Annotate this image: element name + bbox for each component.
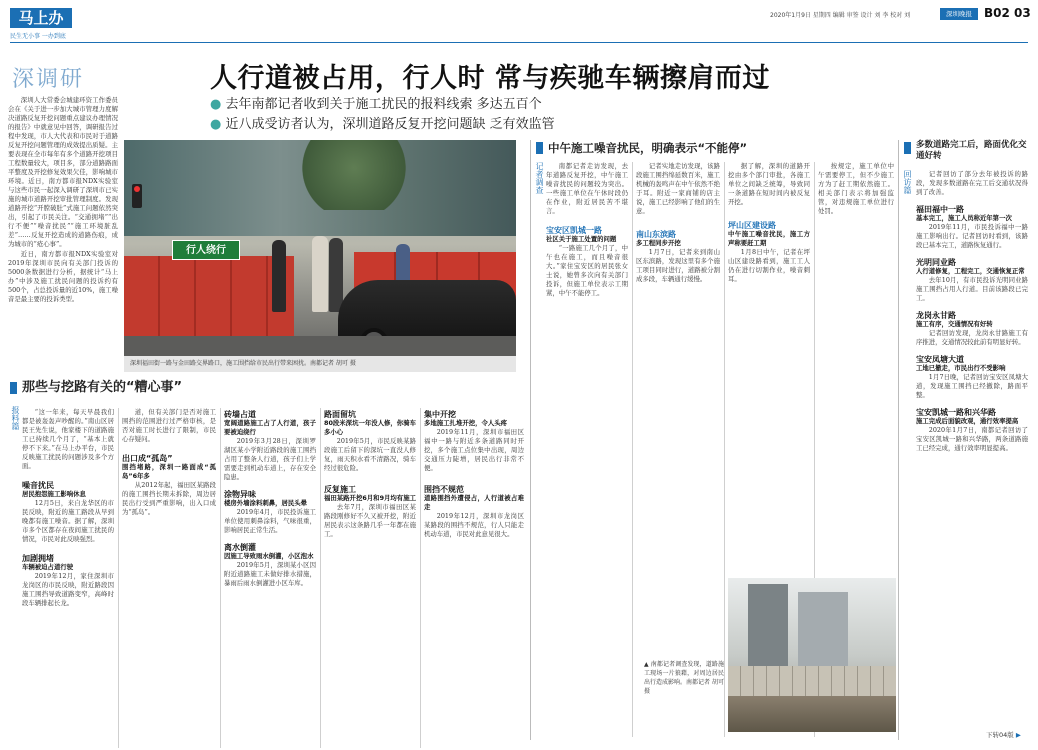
section3-side-tag: 记者调查 xyxy=(535,162,544,194)
section4-sub4-body: 1月7日晚，记者回访宝安区凤塘大道，发现施工围挡已经撤除，路面平整。 xyxy=(916,373,1028,399)
section2-sub2-body: 2019年12月，家住深圳市龙岗区的市民反映，附近路段因施工围挡导致道路变窄，高峰时段车辆排起长龙。 xyxy=(22,572,114,607)
section2-col4 xyxy=(324,410,416,748)
triangle-right-icon: ▶ xyxy=(1015,731,1021,739)
headline-deck-2 xyxy=(210,113,555,132)
section2-sub2-deck: 车辆被迫占道行驶 xyxy=(22,563,74,571)
section4-side-tag: 回访篇 xyxy=(903,170,912,194)
section3-col2-sub-title: 南山东滨路 xyxy=(636,230,676,239)
section2-col3-sub-deck: 楼房外墙涂料刺鼻，居民头晕 xyxy=(224,499,308,507)
section2-col4-body: 2019年5月，市民反映某路段施工后留下的深坑一直没人修复，雨天积水看不清路况，骑车经过很危险。 xyxy=(324,437,416,472)
section2-col3-deck: 宽阔道路施工占了人行道，孩子要被迫绕行 xyxy=(224,419,316,436)
section4-sub3-title: 龙岗永甘路 xyxy=(916,311,956,320)
section3-col3-sub-deck: 中午施工噪音扰民，施工方声称要赶工期 xyxy=(728,230,810,247)
section2-col3-body: 2019年3月28日，深圳罗湖区某小学附近路段的施工围挡占用了整条人行道，孩子们上学需要走到机动车道上，存在安全隐患。 xyxy=(224,437,316,481)
section3-title: 中午施工噪音扰民，明确表示“不能停” xyxy=(548,141,748,155)
photo-road xyxy=(124,336,516,356)
section2-intro: “这一年来，每天早晨我们都是被轰轰声吵醒的。”南山区居民王先生说，他家楼下的道路施工已持续几个月了，“基本上就停不下来。”在马上办平台，市民反映施工扰民的问题涉及多个方面。 xyxy=(22,408,114,470)
section2-col5-sub-body: 2019年12月，深圳市龙岗区某路段的围挡不规范，行人只能走机动车道，市民对此意见很大。 xyxy=(424,512,524,538)
photo-pedestrian xyxy=(329,238,343,312)
photo-barrier-left xyxy=(124,256,294,336)
section3-col3-sub-body: 1月8日中午，记者在坪山区建设路看到，施工工人仍在进行切割作业，噪音刺耳。 xyxy=(728,248,810,283)
section3-photo-caption-text: 南都记者调查发现，道路施工现场一片狼藉，对周边居民出行造成影响。南都记者 胡可 摄 xyxy=(644,661,724,695)
section2-marker xyxy=(10,382,17,394)
section3-col1 xyxy=(546,162,628,742)
section2-col2-sub-title: 出口成“孤岛” xyxy=(122,454,173,463)
masthead-badge: 深圳晚报 xyxy=(940,8,978,20)
headline-title: 人行道被占用，行人时 常与疾驰车辆擦肩而过 xyxy=(210,63,770,94)
continued-marker xyxy=(986,730,1021,739)
section2-col3-sub-title: 涂物异味 xyxy=(224,490,256,499)
section4-col xyxy=(916,170,1028,730)
section2-col3-sub2-body: 2019年5月，深圳某小区因附近道路施工未做好排水措施，暴雨后雨水倒灌进小区车库。 xyxy=(224,561,316,587)
section2-col4-sub-title: 反复施工 xyxy=(324,485,356,494)
section4-sub2-body: 去年10月，有市民投诉光明同业路施工围挡占用人行道。目前该路段已完工。 xyxy=(916,276,1028,302)
section3-col2-body: 记者实地走访发现，该路段施工围挡绵延数百米，施工机械的轰鸣声在中午依然不绝于耳。附近一家商铺的店主说，施工已经影响了他们的生意。 xyxy=(636,162,720,215)
section4-intro: 记者回访了部分去年被投诉的路段，发现多数道路在完工后交通状况得到了改善。 xyxy=(916,170,1028,196)
section2-col5-sub-title: 围挡不规范 xyxy=(424,485,464,494)
section2-side-tag: 报料篇 xyxy=(11,406,20,430)
light-red-icon xyxy=(134,186,140,192)
col-divider xyxy=(632,162,633,737)
page-number: B02 03 xyxy=(984,6,1031,20)
section3-marker xyxy=(536,142,543,154)
section2-col2 xyxy=(122,408,216,748)
section-tag: 深调研 xyxy=(12,67,85,92)
section2-col4-title: 路面留坑 xyxy=(324,410,356,419)
section3-col2 xyxy=(636,162,720,742)
section2-sub1-title: 噪音扰民 xyxy=(22,481,54,490)
section2-col5-title: 集中开挖 xyxy=(424,410,456,419)
section2-col4-sub-deck: 福田某路开挖6月和9月均有施工 xyxy=(324,494,416,502)
section4-title: 多数道路完工后，路面优化交通好转 xyxy=(916,140,1027,161)
section3-photo xyxy=(728,578,896,732)
section4-sub3-body: 记者回访发现，龙岗永甘路施工有序推进，交通情况较此前有明显好转。 xyxy=(916,329,1028,346)
section4-sub2-deck: 人行道修复，工程完工，交通恢复正常 xyxy=(916,267,1025,275)
section3-intro: 南都记者走访发现，去年道路反复开挖，中午施工噪音扰民的问题较为突出。一些施工单位在午休时段仍在作业，附近居民苦不堪言。 xyxy=(546,162,628,215)
section3-sub1-body: “一路施工几个月了，中午也在施工，而且噪音很大。”家住宝安区的居民张女士说，她曾多次向有关部门投诉，但施工单位表示工期紧，中午不能停工。 xyxy=(546,244,628,297)
section3-col4-body: 按规定，施工单位中午需要停工，但不少施工方为了赶工期依然施工。相关部门表示将加强监管，对违规施工单位进行处罚。 xyxy=(818,162,894,215)
masthead-logo: 马上办 xyxy=(10,8,72,28)
section4-sub1-deck: 基本完工，施工人员称近年第一次 xyxy=(916,214,1012,222)
section2-col1 xyxy=(22,408,114,748)
section3 xyxy=(534,140,896,745)
section4 xyxy=(902,140,1032,745)
section2-sub1-body: 12月5日，来自龙华区的市民反映，附近的施工路段从早到晚都有施工噪音。据了解，深圳市多个区都存在夜间施工扰民的情况，市民对此反映强烈。 xyxy=(22,499,114,543)
section2 xyxy=(8,380,528,750)
section3-sub1-deck: 社区关于施工处置的问题 xyxy=(546,235,617,243)
section2-title: 那些与挖路有关的“糟心事” xyxy=(22,380,183,395)
col-divider xyxy=(724,162,725,737)
section4-sub5-title: 宝安凯城一路和兴华路 xyxy=(916,408,996,417)
section2-col2-sub-deck: 围挡堵路，深圳一路面成“孤岛”6年多 xyxy=(122,463,216,480)
section2-col2-body: 道，但有关部门是否对施工围挡的范围进行过严格审核，是否对施工时长进行了限制，市民心存疑问。 xyxy=(122,408,216,443)
section3-col4 xyxy=(818,162,894,502)
main-photo xyxy=(124,140,516,372)
continued-text: 下转04版 xyxy=(986,731,1014,739)
photo-detour-sign: 行人绕行 xyxy=(172,240,240,260)
col-divider xyxy=(420,408,421,748)
section2-col5-deck: 多地施工扎堆开挖，令人头疼 xyxy=(424,419,508,427)
photo-fence xyxy=(728,666,896,696)
section2-sub1-deck: 居民抱怨施工影响休息 xyxy=(22,490,86,498)
col-divider xyxy=(220,408,221,748)
masthead-slogan: 民生无小事 一办到底 xyxy=(10,33,66,40)
section3-photo-caption xyxy=(644,660,724,730)
section3-col2-sub-body: 1月7日，记者来到南山区东滨路，发现这里有多个施工项目同时进行，道路被分割成多段，车辆通行缓慢。 xyxy=(636,248,720,283)
section2-col4-sub-body: 去年7月，深圳市福田区某路段刚修好不久又被开挖，附近居民表示这条路几乎一年都在施工。 xyxy=(324,503,416,538)
section2-col5-sub-deck: 道路围挡外遭侵占，人行道被占难走 xyxy=(424,494,524,511)
lead-paragraph-2: 近日，南方都市报NDX实验室对2019年深圳市民向有关部门投诉的5000条数据进行分析，据统计“马上办”中涉及施工扰民问题的投诉约有500个，占总投诉量的近10%，施工噪音是最主要的投诉类型。 xyxy=(8,250,118,303)
section4-sub1-body: 2019年11月，市民投诉福中一路施工影响出行。记者回访时看到，该路段已基本完工，道路恢复通行。 xyxy=(916,223,1028,249)
masthead xyxy=(0,0,1038,44)
section4-sub4-title: 宝安凤塘大道 xyxy=(916,355,964,364)
col-divider xyxy=(320,408,321,748)
section3-col2-sub-deck: 多工程同步开挖 xyxy=(636,239,681,247)
section2-col3-sub2-deck: 因施工导致雨水倒灌，小区泡水 xyxy=(224,552,314,560)
section2-sub2-title: 加剧拥堵 xyxy=(22,554,54,563)
photo-tree xyxy=(294,140,414,210)
caption-arrow-icon: ▲ xyxy=(644,661,649,668)
section4-sub3-deck: 施工有序，交通情况有好转 xyxy=(916,320,993,328)
section3-sub1-title: 宝安区凯城一路 xyxy=(546,226,602,235)
section4-sub1-title: 福田福中一路 xyxy=(916,205,964,214)
col-divider xyxy=(118,408,119,748)
section2-col4-deck: 80段米深坑一年没人修，你骑车多小心 xyxy=(324,419,416,436)
section2-col2-sub-body: 从2012年起，福田区某路段的施工围挡长期未拆除，周边居民出行受到严重影响，出入口成为“孤岛”。 xyxy=(122,481,216,516)
lead-text xyxy=(8,96,118,336)
section3-col3-body: 据了解，深圳的道路开挖由多个部门审批，各施工单位之间缺乏统筹，导致同一条道路在短时间内被反复开挖。 xyxy=(728,162,810,206)
photo-pedestrian xyxy=(312,236,328,312)
deck-bullet-icon: ● xyxy=(210,117,222,132)
deck-bullet-icon: ● xyxy=(210,97,222,112)
headline-deck-1 xyxy=(210,93,542,112)
photo-dirt-ground xyxy=(728,696,896,732)
section2-col3-title: 砖墙占道 xyxy=(224,410,256,419)
deck-1-text: 去年南都记者收到关于施工扰民的报料线索 多达五百个 xyxy=(225,97,542,112)
photo-pedestrian xyxy=(272,240,286,312)
deck-2-text: 近八成受访者认为，深圳道路反复开挖问题缺 乏有效监管 xyxy=(225,117,555,132)
masthead-date-line: 2020年1月9日 星期四 编辑 审签 设计 刘 李 校对 刘 xyxy=(770,12,911,19)
section4-sub4-deck: 工地已撤走，市民出行不受影响 xyxy=(916,364,1006,372)
main-photo-caption: 深圳福田街一路与金田路交界路口，施工围挡给市民出行带来困扰。南都记者 胡可 摄 xyxy=(130,360,356,367)
section4-sub5-body: 2020年1月7日，南都记者回访了宝安区凯城一路和兴华路，两条道路施工已经完成，通行效率明显提高。 xyxy=(916,426,1028,452)
section4-marker xyxy=(904,142,911,154)
section4-sub2-title: 光明同业路 xyxy=(916,258,956,267)
photo-tower xyxy=(798,592,848,674)
section2-col3 xyxy=(224,410,316,748)
section2-col3-sub2-title: 离水倒灌 xyxy=(224,543,256,552)
photo-traffic-light xyxy=(132,184,142,208)
lead-paragraph: 深圳人大常委会城建环资工作委员会在《关于进一步加大城市管理力度解决道路反复开挖问题重点建议办理情况的报告》中就意见中回答，调研报告过程中发现，市人大代表和市民对于道路反复开挖问题管理的成效提出质疑。主要表现在全市每年有多个道路开挖项目工程数量较大，项目多，部分道路路面平整度及开挖修复效果欠佳，影响城市环境。近日，南方都市报NDX实验室与这些市民一起深入调研了深圳市已实施的城市道路开挖审批管理制度。发现道路开挖“开膛破肚”式施工问题依然突出，引起了市民关注。“交通拥堵”“出行不便”“噪音扰民”“施工环境脏乱差”……反复开挖造成的道路伤痕，成为城市的“疮心事”。 xyxy=(8,96,118,248)
section4-sub5-deck: 施工完成后面貌改观，通行效率提高 xyxy=(916,417,1019,425)
section3-col3-sub-title: 坪山区建设路 xyxy=(728,221,776,230)
page-divider xyxy=(530,140,531,740)
section2-col3-sub-body: 2019年4月，市民投诉施工单位使用刺鼻涂料，气味很重，影响居民正常生活。 xyxy=(224,508,316,534)
photo-tower xyxy=(748,584,788,674)
section2-col5-body: 2019年11月，深圳市福田区福中一路与附近多条道路同时开挖，多个施工点位集中出现，周边交通压力陡增，居民出行非常不便。 xyxy=(424,428,524,472)
page-divider xyxy=(898,140,899,740)
masthead-rule xyxy=(10,42,1028,43)
section2-col5 xyxy=(424,410,524,748)
